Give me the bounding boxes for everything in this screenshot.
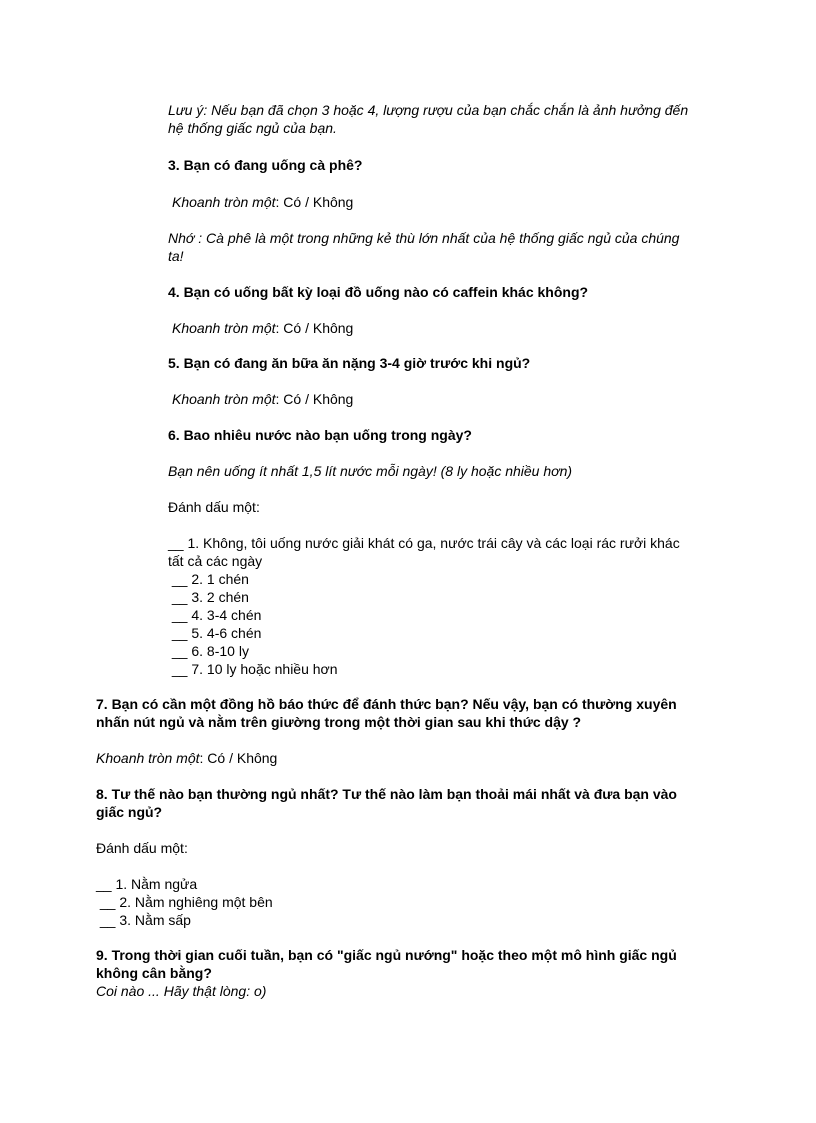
q8-mark-label: Đánh dấu một: [96,840,188,856]
question-6: 6. Bao nhiêu nước nào bạn uống trong ngày? [168,427,472,443]
q7-circle-one [96,749,277,767]
q5-circle-one [172,390,353,408]
note-line-1: Lưu ý: Nếu bạn đã chọn 3 hoặc 4, lượng rượu của bạn chắc chắn là ảnh hưởng đến [168,102,689,118]
question-3: 3. Bạn có đang uống cà phê? [168,157,363,173]
circle-options: : Có / Không [199,750,278,766]
circle-label: Khoanh tròn một [172,391,276,407]
q8-option: __ 1. Nằm ngửa [96,876,198,892]
q6-option: __ 7. 10 ly hoặc nhiều hơn [168,661,338,677]
q6-option: __ 6. 8-10 ly [168,643,249,659]
q6-option: tất cả các ngày [168,553,263,569]
q4-circle-one [172,319,353,337]
question-8-line-2: giấc ngủ? [96,804,163,820]
question-9-line-2: không cân bằng? [96,965,212,981]
circle-options: : Có / Không [275,320,354,336]
circle-options: : Có / Không [275,391,354,407]
q8-option: __ 2. Nằm nghiêng một bên [96,894,273,910]
circle-label: Khoanh tròn một [96,750,200,766]
q6-option: __ 3. 2 chén [168,589,249,605]
question-5: 5. Bạn có đang ăn bữa ăn nặng 3-4 giờ trước khi ngủ? [168,355,531,371]
q6-mark-label: Đánh dấu một: [168,499,260,515]
q6-option: __ 5. 4-6 chén [168,625,262,641]
circle-options: : Có / Không [275,194,354,210]
q8-option: __ 3. Nằm sấp [96,912,191,928]
question-9-line-1: 9. Trong thời gian cuối tuần, bạn có "giấc ngủ nướng" hoặc theo một mô hình giấc ngủ [96,947,677,963]
q3-circle-one [172,193,353,211]
q3-reminder-line-2: ta! [168,248,184,264]
q3-reminder-line-1: Nhớ : Cà phê là một trong những kẻ thù lớn nhất của hệ thống giấc ngủ của chúng [168,230,680,246]
note-line-2: hệ thống giấc ngủ của bạn. [168,120,337,136]
q6-option: __ 1. Không, tôi uống nước giải khát có ga, nước trái cây và các loại rác rưởi khác [168,535,680,551]
circle-label: Khoanh tròn một [172,320,276,336]
question-7-line-1: 7. Bạn có cần một đồng hồ báo thức để đánh thức bạn? Nếu vậy, bạn có thường xuyên [96,696,677,712]
q9-hint: Coi nào ... Hãy thật lòng: o) [96,983,267,999]
question-4: 4. Bạn có uống bất kỳ loại đồ uống nào có caffein khác không? [168,284,589,300]
q6-option: __ 2. 1 chén [168,571,249,587]
question-7-line-2: nhấn nút ngủ và nằm trên giường trong một thời gian sau khi thức dậy ? [96,714,582,730]
q6-option: __ 4. 3-4 chén [168,607,262,623]
circle-label: Khoanh tròn một [172,194,276,210]
question-8-line-1: 8. Tư thế nào bạn thường ngủ nhất? Tư thế nào làm bạn thoải mái nhất và đưa bạn vào [96,786,677,802]
q6-advice: Bạn nên uống ít nhất 1,5 lít nước mỗi ngày! (8 ly hoặc nhiều hơn) [168,463,573,479]
